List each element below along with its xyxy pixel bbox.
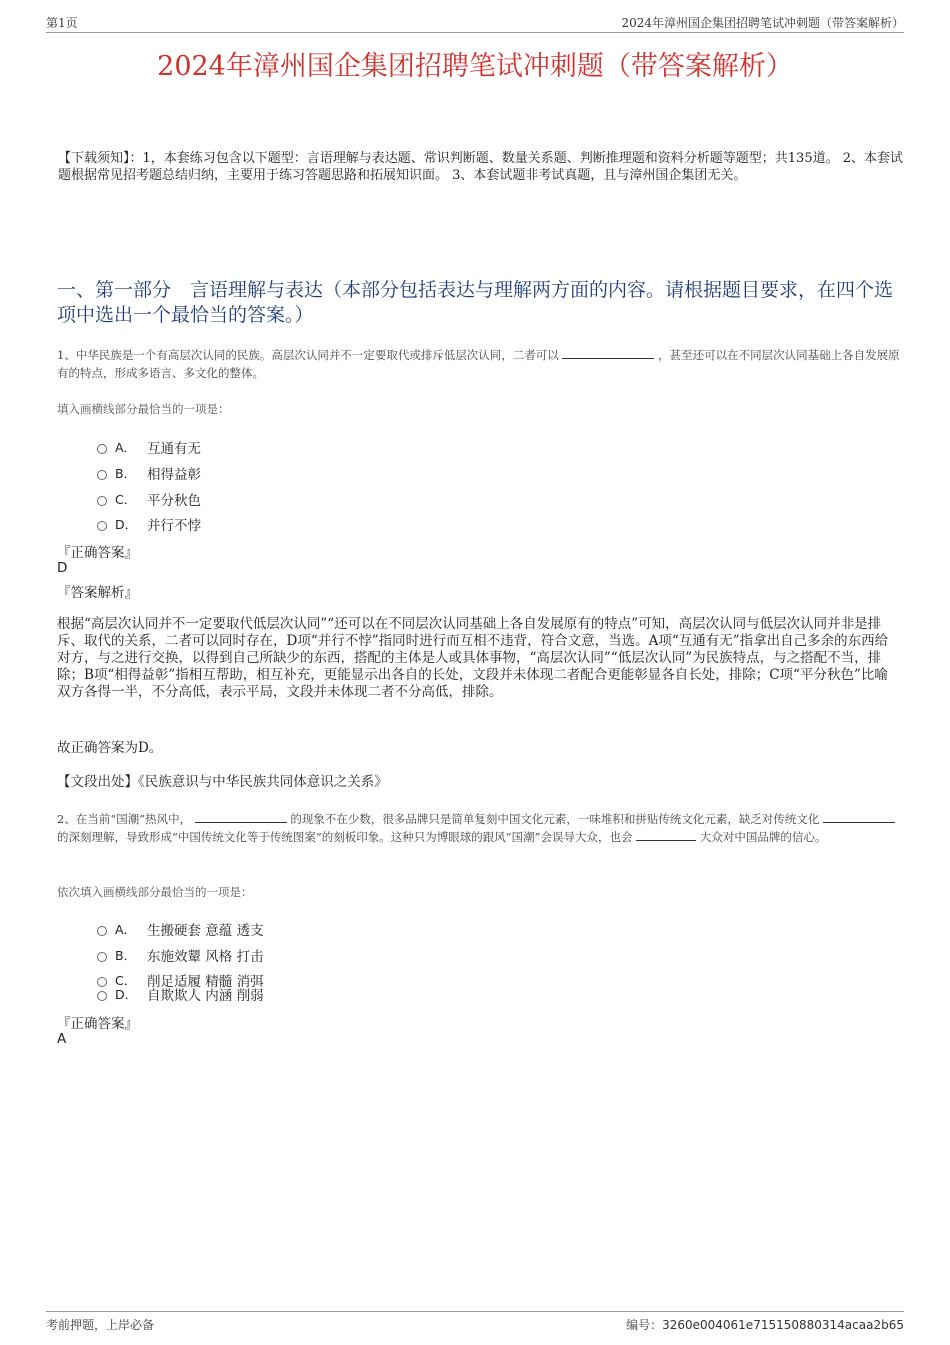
fill-blank — [195, 810, 287, 823]
radio-icon[interactable] — [97, 470, 107, 480]
answer-analysis: 根据“高层次认同并不一定要取代低层次认同”“还可以在不同层次认同基础上各自发展原有的特点”可知，高层次认同与低层次认同并非是排斥、取代的关系，二者可以同时存在，D项“并行不悖”指同时进行而互相不违背，符合文意，当选。A项“互通有无”指拿出自己多余的东西给对方，与之进行交换，以得到自己所缺少的东西，搭配的主体是人或具体事物，“高层次认同”“低层次认同”为民族特点，与之搭配不当，排除；B项“相得益彰”指相互帮助，相互补充，更能显示出各自的长处，文段并未体现二者配合更能彰显各自长处，排除；C项“平分秋色”比喻双方各得一半，不分高低，表示平局，文段并未体现二者不分高低，排除。 — [57, 616, 889, 700]
correct-answer: A — [57, 1031, 67, 1047]
question-2-part-c: 的深刻理解，导致形成“中国传统文化等于传统图案”的刻板印象。这种只为博眼球的跟风“国潮”会误导大众，也会 — [57, 830, 633, 844]
correct-answer-label: 『正确答案』 — [57, 1016, 138, 1032]
option-c[interactable] — [97, 489, 201, 509]
option-letter: D． — [115, 987, 138, 1002]
option-letter: B． — [115, 466, 137, 481]
radio-icon[interactable] — [97, 952, 107, 962]
option-text: 平分秋色 — [147, 493, 201, 509]
radio-icon[interactable] — [97, 926, 107, 936]
option-text: 东施效颦 风格 打击 — [147, 949, 264, 965]
radio-icon[interactable] — [97, 444, 107, 454]
option-text: 互通有无 — [147, 441, 201, 457]
option-letter: C． — [115, 973, 137, 988]
header-divider — [46, 32, 904, 33]
option-d[interactable] — [97, 514, 201, 534]
option-a[interactable] — [97, 919, 264, 939]
option-b[interactable] — [97, 945, 264, 965]
download-notice: 【下载须知】：1，本套练习包含以下题型：言语理解与表达题、常识判断题、数量关系题、判断推理题和资料分析题等题型；共135道。 2、本套试题根据常见招考题总结归纳，主要用于练习答题思路和拓展知识面。 3、本套试题非考试真题，且与漳州国企集团无关。 — [58, 151, 903, 183]
answer-conclusion: 故正确答案为D。 — [57, 740, 163, 756]
footer-slogan: 考前押题，上岸必备 — [46, 1318, 155, 1332]
fill-blank — [562, 346, 654, 359]
footer-divider — [46, 1311, 904, 1312]
option-text: 削足适履 精髓 消弭 — [147, 974, 264, 990]
footer-code-label: 编号： — [626, 1318, 663, 1332]
page-number: 第1页 — [46, 16, 78, 30]
correct-answer: D — [57, 560, 68, 576]
option-letter: C． — [115, 492, 137, 507]
correct-answer-label: 『正确答案』 — [57, 545, 138, 561]
question-2-text — [57, 810, 905, 846]
question-1-instruction: 填入画横线部分最恰当的一项是： — [57, 402, 230, 416]
question-1-part-b: ，甚至还可以在不同层次认同基础上各自发展原有的特点，形成多语言、多文化的整体。 — [57, 348, 900, 380]
option-text: 相得益彰 — [147, 467, 201, 483]
option-a[interactable] — [97, 437, 201, 457]
option-text: 自欺欺人 内涵 削弱 — [147, 988, 264, 1004]
option-d[interactable] — [97, 984, 264, 1004]
footer-code-value: 3260e004061e715150880314acaa2b65 — [662, 1318, 904, 1332]
section-heading: 一、第一部分 言语理解与表达（本部分包括表达与理解两方面的内容。请根据题目要求，在四个选项中选出一个最恰当的答案。） — [57, 279, 894, 326]
analysis-label: 『答案解析』 — [57, 585, 138, 601]
question-2-part-a: 2、在当前“国潮”热风中， — [57, 812, 192, 826]
fill-blank — [823, 810, 895, 823]
option-letter: A． — [115, 440, 137, 455]
radio-icon[interactable] — [97, 521, 107, 531]
option-letter: A． — [115, 922, 137, 937]
question-2-part-b: 的现象不在少数，很多品牌只是简单复刻中国文化元素，一味堆积和拼贴传统文化元素，缺乏对传统文化 — [290, 812, 820, 826]
option-b[interactable] — [97, 463, 201, 483]
fill-blank — [636, 828, 696, 841]
option-text: 并行不悖 — [147, 518, 201, 534]
question-1-text — [57, 346, 905, 382]
option-letter: B． — [115, 948, 137, 963]
question-2-instruction: 依次填入画横线部分最恰当的一项是： — [57, 885, 253, 899]
header-doc-title: 2024年漳州国企集团招聘笔试冲刺题（带答案解析） — [621, 16, 904, 30]
radio-icon[interactable] — [97, 991, 107, 1001]
option-letter: D． — [115, 517, 138, 532]
document-title: 2024年漳州国企集团招聘笔试冲刺题（带答案解析） — [157, 51, 793, 82]
text-source: 【文段出处】《民族意识与中华民族共同体意识之关系》 — [57, 774, 388, 790]
question-1-part-a: 1、中华民族是一个有高层次认同的民族。高层次认同并不一定要取代或排斥低层次认同，二者可以 — [57, 348, 559, 362]
question-2-part-d: 大众对中国品牌的信心。 — [699, 830, 827, 844]
footer-code — [626, 1316, 904, 1333]
radio-icon[interactable] — [97, 496, 107, 506]
option-text: 生搬硬套 意蕴 透支 — [147, 923, 264, 939]
